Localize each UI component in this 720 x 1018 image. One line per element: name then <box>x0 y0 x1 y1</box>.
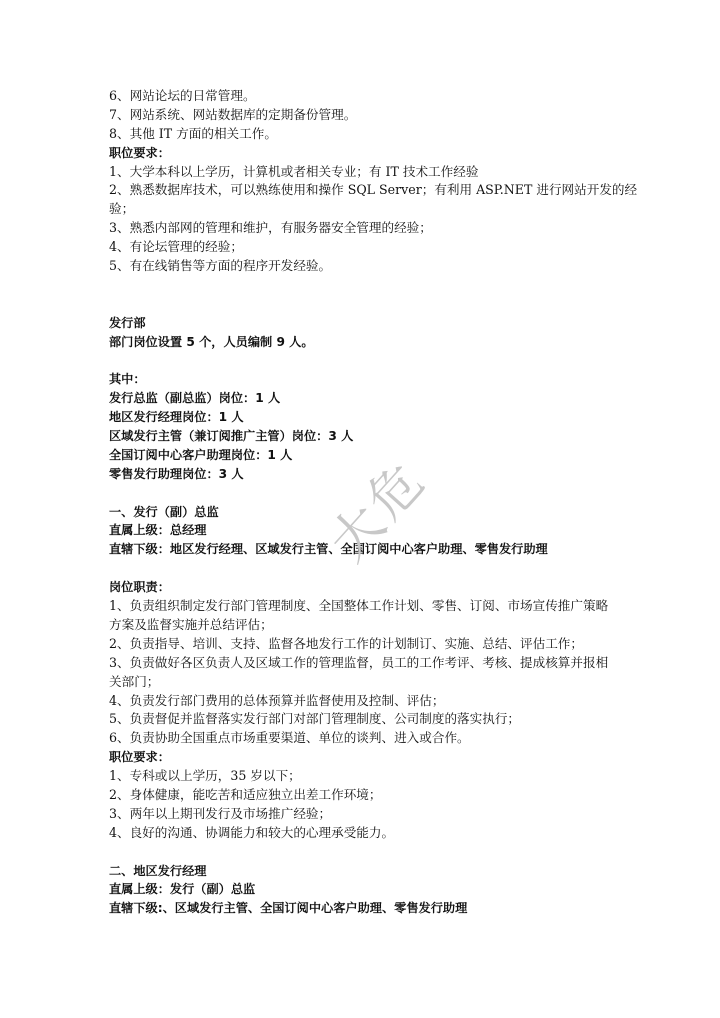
position-count: 零售发行助理岗位：3 人 <box>109 466 244 481</box>
department-summary: 部门岗位设置 5 个，人员编制 9 人。 <box>109 334 314 349</box>
position-count: 全国订阅中心客户助理岗位：1 人 <box>109 447 293 462</box>
section-title: 二、地区发行经理 <box>109 863 207 878</box>
list-item: 8、其他 IT 方面的相关工作。 <box>109 125 277 141</box>
list-item-continued: 关部门； <box>109 673 160 689</box>
list-item: 2、熟悉数据库技术，可以熟练使用和操作 SQL Server；有利用 ASP.NET 进行网站开发的经 <box>109 182 638 198</box>
position-count: 区域发行主管（兼订阅推广主管）岗位：3 人 <box>109 429 354 444</box>
direct-subordinates: 直辖下级:、区域发行主管、全国订阅中心客户助理、零售发行助理 <box>109 901 468 916</box>
list-item-continued: 验； <box>109 201 135 217</box>
list-item: 7、网站系统、网站数据库的定期备份管理。 <box>109 106 357 122</box>
direct-superior: 直属上级：总经理 <box>109 523 207 538</box>
list-item: 3、两年以上期刊发行及市场推广经验； <box>109 805 332 821</box>
list-item: 6、负责协助全国重点市场重要渠道、单位的谈判、进入或合作。 <box>109 730 470 746</box>
list-item: 4、有论坛管理的经验； <box>109 239 243 255</box>
position-count: 地区发行经理岗位：1 人 <box>109 410 244 425</box>
list-item: 5、有在线销售等方面的程序开发经验。 <box>109 258 332 274</box>
list-item-continued: 方案及监督实施并总结评估； <box>109 616 273 632</box>
list-item: 2、身体健康，能吃苦和适应独立出差工作环境； <box>109 786 382 802</box>
section-heading: 职位要求： <box>109 145 170 160</box>
positions-heading: 其中： <box>109 372 146 387</box>
requirements-heading: 职位要求： <box>109 750 170 765</box>
direct-subordinates: 直辖下级：地区发行经理、区域发行主管、全国订阅中心客户助理、零售发行助理 <box>109 542 548 557</box>
list-item: 3、熟悉内部网的管理和维护，有服务器安全管理的经验； <box>109 220 432 236</box>
list-item: 1、专科或以上学历，35 岁以下； <box>109 768 301 784</box>
department-title: 发行部 <box>109 315 146 330</box>
list-item: 4、负责发行部门费用的总体预算并监督使用及控制、评估； <box>109 692 445 708</box>
list-item: 6、网站论坛的日常管理。 <box>109 88 256 103</box>
list-item: 1、大学本科以上学历，计算机或者相关专业；有 IT 技术工作经验 <box>109 163 479 179</box>
list-item: 1、负责组织制定发行部门管理制度、全国整体工作计划、零售、订阅、市场宣传推广策略 <box>109 598 609 614</box>
list-item: 2、负责指导、培训、支持、监督各地发行工作的计划制订、实施、总结、评估工作； <box>109 635 583 651</box>
section-title: 一、发行（副）总监 <box>109 504 219 519</box>
duties-heading: 岗位职责： <box>109 580 170 595</box>
watermark: 大危 <box>318 449 438 573</box>
position-count: 发行总监（副总监）岗位：1 人 <box>109 391 281 406</box>
direct-superior: 直属上级：发行（副）总监 <box>109 882 256 897</box>
list-item: 4、良好的沟通、协调能力和较大的心理承受能力。 <box>109 824 395 840</box>
list-item: 3、负责做好各区负责人及区域工作的管理监督，员工的工作考评、考核、提成核算并报相 <box>109 654 609 670</box>
list-item: 5、负责督促并监督落实发行部门对部门管理制度、公司制度的落实执行； <box>109 711 521 727</box>
